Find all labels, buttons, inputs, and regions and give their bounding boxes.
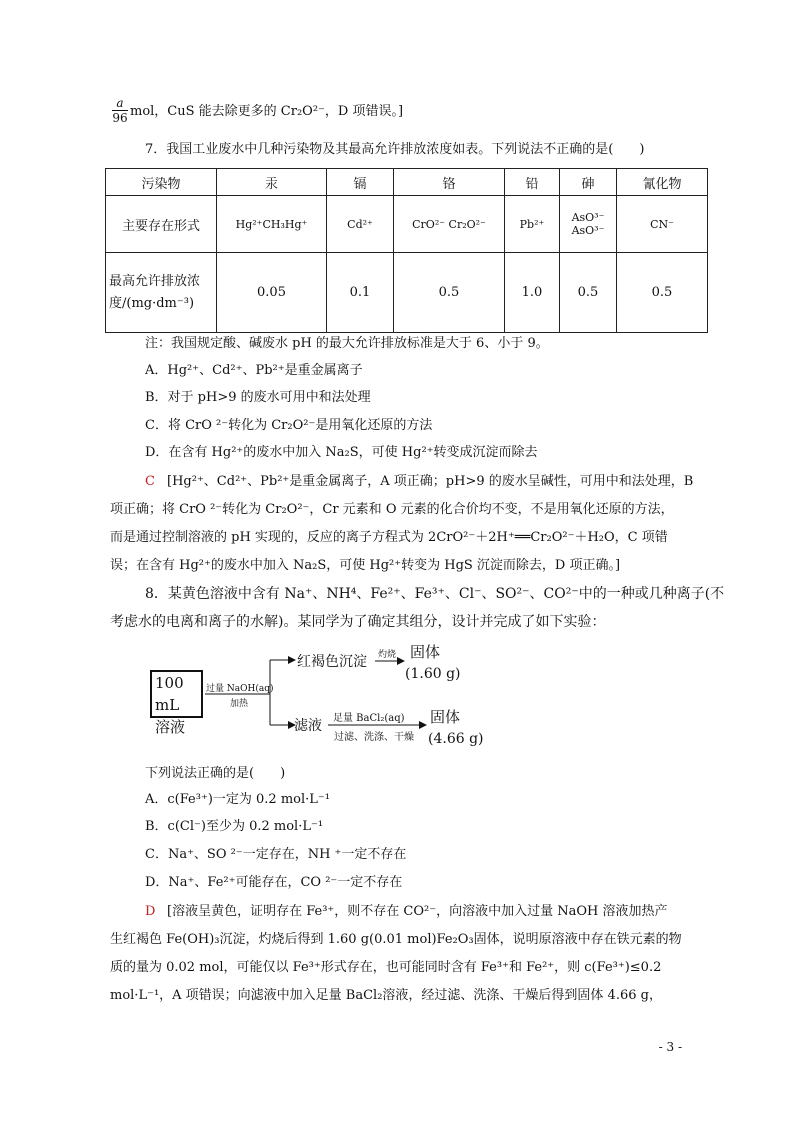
table-header: 污染物 [106, 169, 217, 196]
table-cell: 0.5 [560, 253, 617, 333]
arrow-condition: 加热 [230, 699, 249, 709]
q8-stem: 8．某黄色溶液中含有 Na⁺、NH⁴、Fe²⁺、Fe³⁺、Cl⁻、SO²⁻、CO²⁻中的一种或几种离子(不 [145, 586, 725, 602]
q8-answer: D [145, 904, 156, 919]
table-header: 镉 [327, 169, 394, 196]
q7-explanation-line: 误；在含有 Hg²⁺的废水中加入 Na₂S，可使 Hg²⁺转变为 HgS 沉淀而除去，D 项正确。] [110, 558, 621, 573]
lower-arrow-condition: 过滤、洗涤、干燥 [334, 732, 414, 743]
table-header: 氰化物 [617, 169, 708, 196]
table-header: 汞 [217, 169, 327, 196]
lower-arrow-reagent: 足量 BaCl₂(aq) [333, 713, 405, 724]
lower-mass: (4.66 g) [428, 731, 484, 747]
page-number: - 3 - [658, 1040, 682, 1054]
q8-explanation-line: 生红褐色 Fe(OH)₃沉淀，灼烧后得到 1.60 g(0.01 mol)Fe₂O₃固体，说明原溶液中存在铁元素的物 [110, 932, 682, 947]
q7-note: 注：我国规定酸、碱废水 pH 的最大允许排放标准是大于 6、小于 9。 [145, 336, 549, 351]
table-cell: Hg²⁺CH₃Hg⁺ [217, 196, 327, 253]
q7-answer: C [145, 474, 155, 489]
q7-option-b: B．对于 pH>9 的废水可用中和法处理 [145, 390, 371, 405]
upper-product: 红褐色沉淀 [297, 654, 367, 670]
table-cell: 0.05 [217, 253, 327, 333]
table-cell: 0.5 [394, 253, 505, 333]
upper-solid: 固体 [410, 643, 441, 661]
table-cell: CN⁻ [617, 196, 708, 253]
box-label: 溶液 [155, 718, 186, 736]
q8-option-b: B．c(Cl⁻)至少为 0.2 mol·L⁻¹ [145, 819, 324, 834]
q8-option-a: A．c(Fe³⁺)一定为 0.2 mol·L⁻¹ [145, 792, 330, 807]
table-cell: 1.0 [505, 253, 560, 333]
table-cell: CrO²⁻ Cr₂O²⁻ [394, 196, 505, 253]
q7-explanation-line: [Hg²⁺、Cd²⁺、Pb²⁺是重金属离子，A 项正确；pH>9 的废水呈碱性，可用中和法处理，B [167, 474, 694, 489]
q7-option-c: C．将 CrO ²⁻转化为 Cr₂O²⁻是用氧化还原的方法 [145, 418, 433, 433]
q8-option-c: C．Na⁺、SO ²⁻一定存在，NH ⁺一定不存在 [145, 847, 407, 862]
lower-product: 滤液 [294, 718, 322, 734]
q8-explanation-line: [溶液呈黄色，证明存在 Fe³⁺，则不存在 CO²⁻，向溶液中加入过量 NaOH 溶液加热产 [167, 904, 668, 919]
fraction-denominator: 96 [112, 111, 128, 125]
q8-prompt: 下列说法正确的是( ) [145, 766, 286, 781]
fraction-numerator: a [116, 96, 124, 110]
table-cell: Cd²⁺ [327, 196, 394, 253]
table-cell: Pb²⁺ [505, 196, 560, 253]
table-header: 铬 [394, 169, 505, 196]
table-cell: 0.5 [617, 253, 708, 333]
table-cell: 0.1 [327, 253, 394, 333]
q8-stem: 考虑水的电离和离子的水解)。某同学为了确定其组分，设计并完成了如下实验： [110, 614, 606, 630]
table-header: 砷 [560, 169, 617, 196]
upper-arrow-label: 灼烧 [378, 650, 397, 660]
q7-option-a: A．Hg²⁺、Cd²⁺、Pb²⁺是重金属离子 [145, 363, 363, 378]
table-cell: AsO³⁻ AsO³⁻ [560, 196, 617, 253]
table-header: 铅 [505, 169, 560, 196]
q7-stem: 7．我国工业废水中几种污染物及其最高允许排放浓度如表。下列说法不正确的是( ) [145, 142, 645, 157]
q7-explanation-line: 而是通过控制溶液的 pH 实现的，反应的离子方程式为 2CrO²⁻＋2H⁺══Cr₂O²⁻＋H₂O，C 项错 [110, 530, 668, 545]
table-cell: 主要存在形式 [106, 196, 217, 253]
arrow-reagent: 过量 NaOH(aq) [206, 684, 274, 694]
lower-solid: 固体 [430, 708, 461, 726]
table-cell: 最高允许排放浓度/(mg·dm⁻³) [106, 253, 217, 333]
q7-option-d: D．在含有 Hg²⁺的废水中加入 Na₂S，可使 Hg²⁺转变成沉淀而除去 [145, 445, 538, 460]
q8-option-d: D．Na⁺、Fe²⁺可能存在，CO ²⁻一定不存在 [145, 875, 403, 890]
upper-mass: (1.60 g) [405, 666, 461, 682]
q8-explanation-line: mol·L⁻¹，A 项错误；向滤液中加入足量 BaCl₂溶液，经过滤、洗涤、干燥后得到固体 4.66 g， [110, 988, 662, 1003]
q7-explanation-line: 项正确；将 CrO ²⁻转化为 Cr₂O²⁻，Cr 元素和 O 元素的化合价均不变，不是用氧化还原的方法， [110, 502, 674, 517]
intro-text: mol，CuS 能去除更多的 Cr₂O²⁻，D 项错误。] [130, 104, 404, 119]
box-volume: 100 mL [155, 674, 184, 714]
q8-explanation-line: 质的量为 0.02 mol，可能仅以 Fe³⁺形式存在，也可能同时含有 Fe³⁺和 Fe²⁺，则 c(Fe³⁺)≤0.2 [110, 960, 662, 975]
